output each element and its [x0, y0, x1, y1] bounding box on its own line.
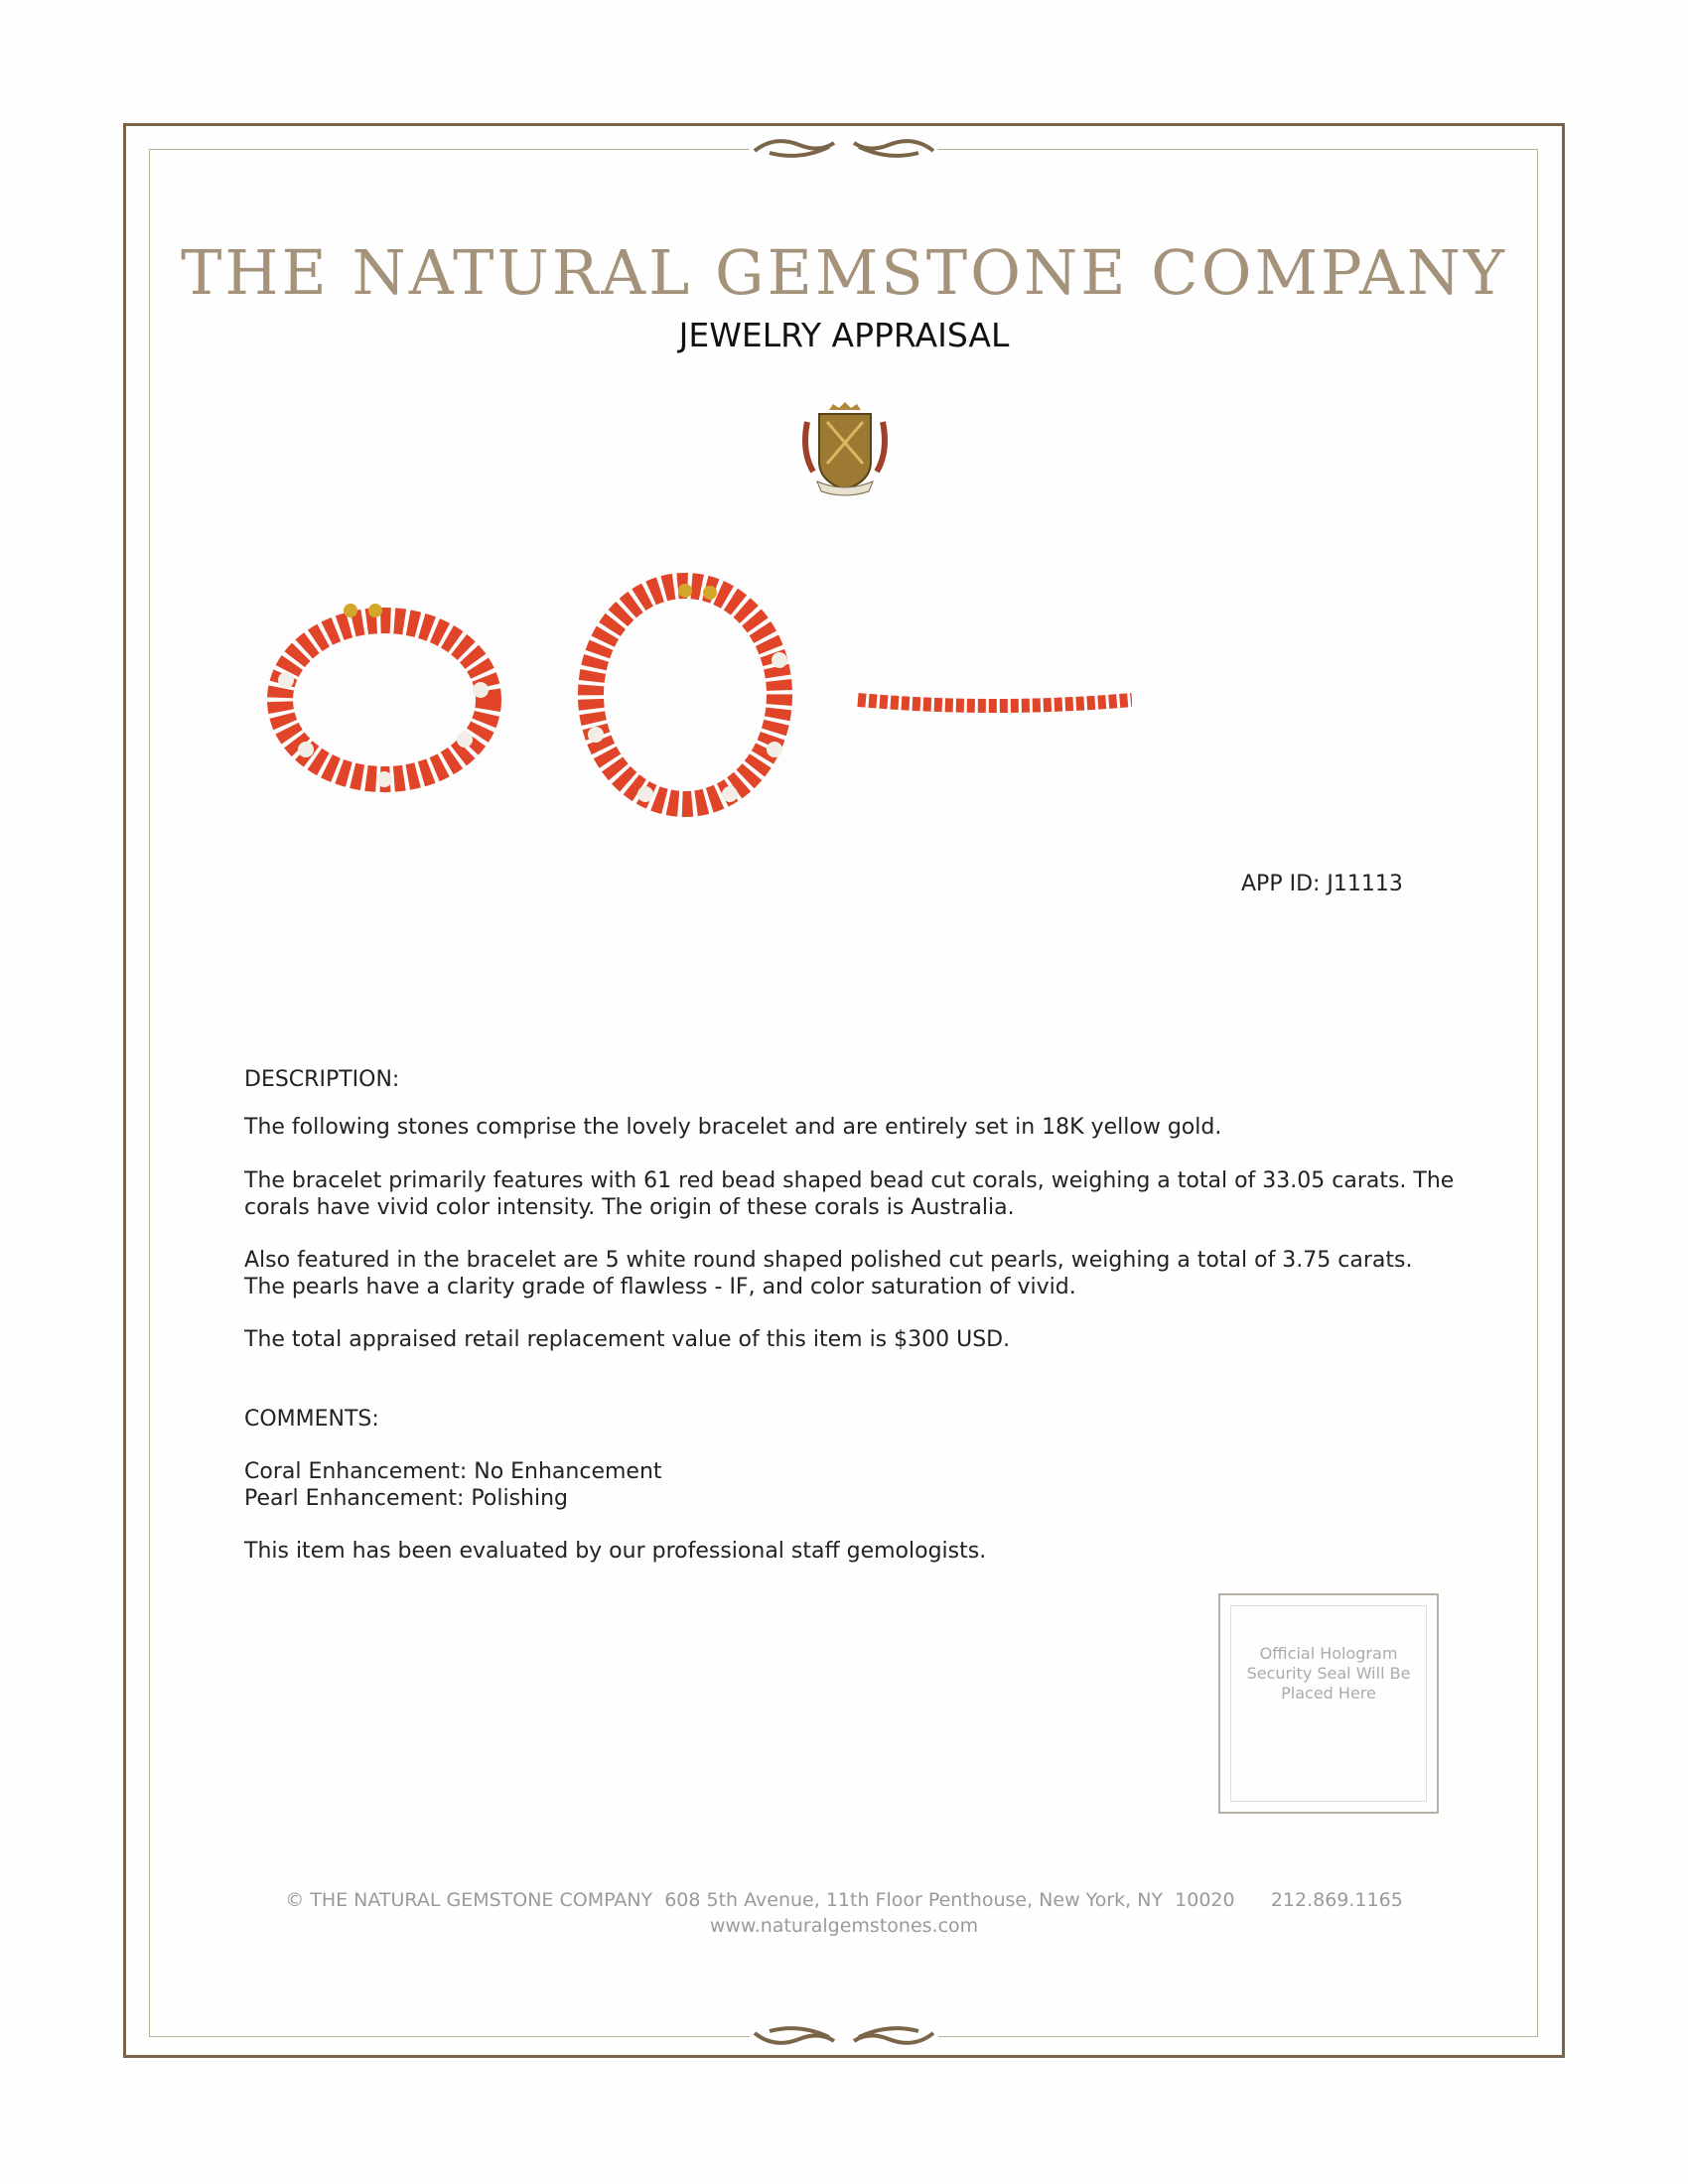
- description-paragraph: The following stones comprise the lovely bracelet and are entirely set in 18K yellow gold.: [244, 1115, 1222, 1140]
- comment-line: Pearl Enhancement: Polishing: [244, 1486, 569, 1511]
- product-image-side-view: [856, 561, 1132, 837]
- footer-website[interactable]: www.naturalgemstones.com: [709, 1915, 979, 1937]
- comment-line: Coral Enhancement: No Enhancement: [244, 1459, 662, 1484]
- ornament-top-icon: [750, 131, 938, 163]
- description-heading: DESCRIPTION:: [244, 1067, 400, 1092]
- description-paragraph: The bracelet primarily features with 61 red bead shaped bead cut corals, weighing a total of 33.05 carats. The corals have vivid color intensity. The origin of these corals is Australia.: [244, 1168, 1455, 1220]
- footer-address: © THE NATURAL GEMSTONE COMPANY 608 5th Avenue, 11th Floor Penthouse, New York, NY 10020 212.869.1165: [285, 1889, 1403, 1911]
- comments-heading: COMMENTS:: [244, 1407, 379, 1432]
- hologram-seal-box: [1218, 1593, 1439, 1814]
- document-type: JEWELRY APPRAISAL: [678, 316, 1010, 354]
- description-paragraph: The total appraised retail replacement value of this item is $300 USD.: [244, 1327, 1011, 1352]
- product-image-front-view: [551, 561, 827, 837]
- app-id: APP ID: J11113: [1241, 872, 1403, 896]
- ornament-bottom-icon: [750, 2021, 938, 2053]
- description-paragraph: Also featured in the bracelet are 5 white round shaped polished cut pearls, weighing a total of 3.75 carats. The pearls have a clarity grade of flawless - IF, and color saturation of vivid.: [244, 1248, 1413, 1299]
- company-title: THE NATURAL GEMSTONE COMPANY: [181, 236, 1507, 309]
- crest-logo-icon: [799, 402, 891, 496]
- hologram-placeholder-text: Official Hologram Security Seal Will Be Placed Here: [1230, 1605, 1427, 1802]
- product-image-blank: [1162, 561, 1438, 837]
- evaluation-note: This item has been evaluated by our professional staff gemologists.: [244, 1539, 987, 1564]
- product-image-top-view: [246, 561, 522, 837]
